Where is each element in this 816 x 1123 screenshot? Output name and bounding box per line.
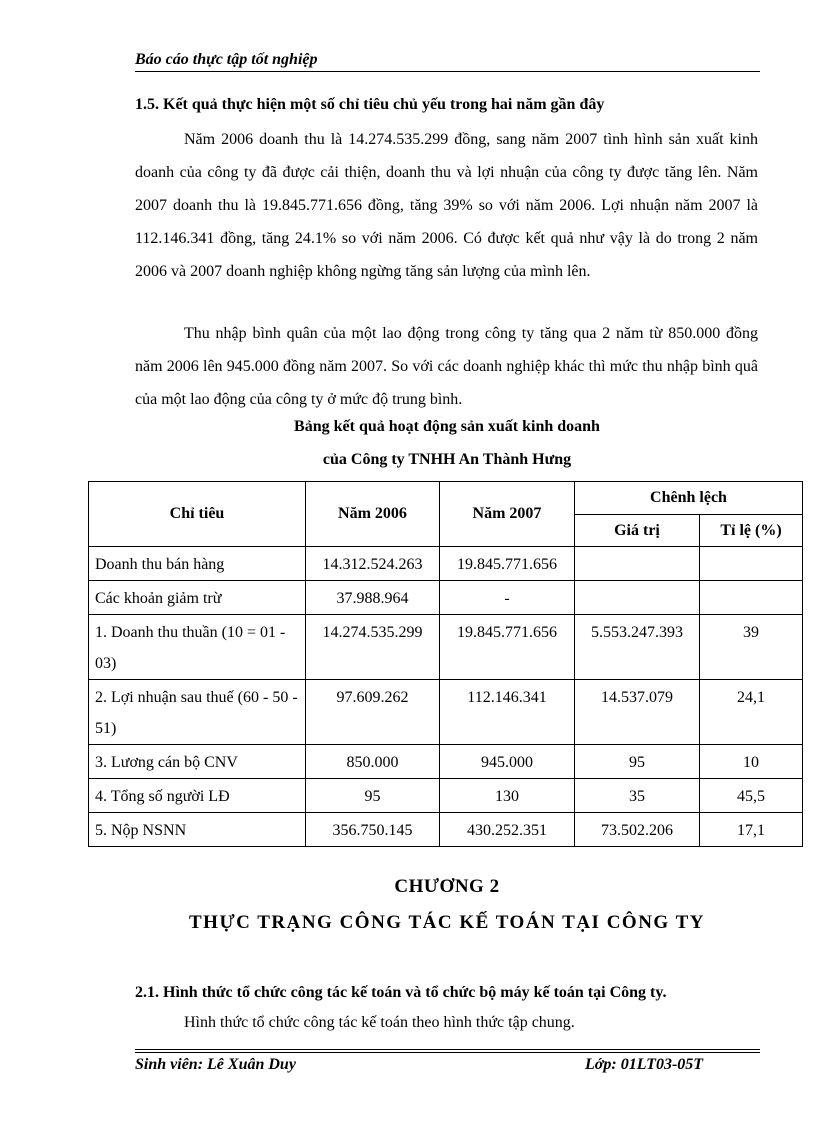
footer-divider-top	[135, 1049, 760, 1050]
cell-2007: 430.252.351	[440, 813, 575, 847]
cell-2007: 112.146.341	[440, 680, 575, 745]
header-year-2006: Năm 2006	[306, 482, 440, 547]
cell-2007: -	[440, 581, 575, 615]
cell-indicator: Doanh thu bán hàng	[89, 547, 306, 581]
table-caption-line1: Bảng kết quả hoạt động sản xuất kinh doanh	[294, 418, 600, 435]
cell-2006: 850.000	[306, 745, 440, 779]
cell-2006: 14.274.535.299	[306, 615, 440, 680]
cell-indicator: 2. Lợi nhuận sau thuế (60 - 50 - 51)	[89, 680, 306, 745]
chapter-title: THỰC TRẠNG CÔNG TÁC KẾ TOÁN TẠI CÔNG TY	[189, 912, 705, 933]
section-heading-2-1: 2.1. Hình thức tổ chức công tác kế toán và tổ chức bộ máy kế toán tại Công ty.	[135, 984, 667, 1001]
cell-value: 73.502.206	[575, 813, 700, 847]
cell-rate: 24,1	[700, 680, 803, 745]
cell-2007: 19.845.771.656	[440, 615, 575, 680]
paragraph-accounting-form: Hình thức tổ chức công tác kế toán theo hình thức tập chung.	[184, 1014, 575, 1031]
cell-2006: 356.750.145	[306, 813, 440, 847]
table-caption-line2: của Công ty TNHH An Thành Hưng	[322, 451, 572, 468]
cell-value: 95	[575, 745, 700, 779]
cell-rate: 10	[700, 745, 803, 779]
cell-indicator: Các khoản giảm trừ	[89, 581, 306, 615]
footer-class: Lớp: 01LT03-05T	[585, 1056, 704, 1073]
cell-rate: 17,1	[700, 813, 803, 847]
header-difference: Chênh lệch	[575, 482, 803, 515]
cell-2006: 95	[306, 779, 440, 813]
results-table	[88, 481, 803, 847]
cell-2007: 945.000	[440, 745, 575, 779]
table-row	[89, 680, 803, 745]
header-year-2007: Năm 2007	[440, 482, 575, 547]
paragraph-revenue: Năm 2006 doanh thu là 14.274.535.299 đồng, sang năm 2007 tình hình sản xuất kinh doanh của công ty đã được cải thiện, doanh thu và lợi nhuận của công ty được tăng lên. Năm 2007 doanh thu là 19.845.771.656 đồng, tăng 39% so với năm 2006. Lợi nhuận năm 2007 là 112.146.341 đồng, tăng 24.1% so với năm 2006. Có được kết quả như vậy là do trong 2 năm 2006 và 2007 doanh nghiệp không ngừng tăng sản lượng của mình lên.	[135, 131, 758, 280]
cell-value	[575, 581, 700, 615]
table-row	[89, 779, 803, 813]
cell-2006: 37.988.964	[306, 581, 440, 615]
paragraph-income: Thu nhập bình quân của một lao động trong công ty tăng qua 2 năm từ 850.000 đồng năm 2006 lên 945.000 đồng năm 2007. So với các doanh nghiệp khác thì mức thu nhập bình quâ của một lao động của công ty ở mức độ trung bình.	[135, 325, 758, 408]
cell-indicator: 3. Lương cán bộ CNV	[89, 745, 306, 779]
cell-2006: 14.312.524.263	[306, 547, 440, 581]
cell-rate	[700, 547, 803, 581]
cell-rate	[700, 581, 803, 615]
chapter-number: CHƯƠNG 2	[394, 876, 500, 897]
cell-indicator: 5. Nộp NSNN	[89, 813, 306, 847]
cell-2007: 130	[440, 779, 575, 813]
cell-rate: 45,5	[700, 779, 803, 813]
page-header-title: Báo cáo thực tập tốt nghiệp	[135, 51, 318, 68]
cell-value: 14.537.079	[575, 680, 700, 745]
table-row	[89, 581, 803, 615]
header-indicator: Chỉ tiêu	[89, 482, 306, 547]
header-divider	[135, 71, 760, 72]
table-row	[89, 547, 803, 581]
cell-2007: 19.845.771.656	[440, 547, 575, 581]
cell-2006: 97.609.262	[306, 680, 440, 745]
table-row	[89, 813, 803, 847]
cell-value: 35	[575, 779, 700, 813]
footer-student: Sinh viên: Lê Xuân Duy	[135, 1056, 296, 1073]
cell-indicator: 1. Doanh thu thuần (10 = 01 - 03)	[89, 615, 306, 680]
header-value: Giá trị	[575, 515, 700, 547]
section-heading-1-5: 1.5. Kết quả thực hiện một số chỉ tiêu chủ yếu trong hai năm gần đây	[135, 96, 605, 113]
cell-indicator: 4. Tổng số người LĐ	[89, 779, 306, 813]
header-rate: Tỉ lệ (%)	[700, 515, 803, 547]
footer-divider-bottom	[135, 1052, 760, 1053]
table-row	[89, 615, 803, 680]
table-row	[89, 745, 803, 779]
cell-value: 5.553.247.393	[575, 615, 700, 680]
cell-value	[575, 547, 700, 581]
cell-rate: 39	[700, 615, 803, 680]
